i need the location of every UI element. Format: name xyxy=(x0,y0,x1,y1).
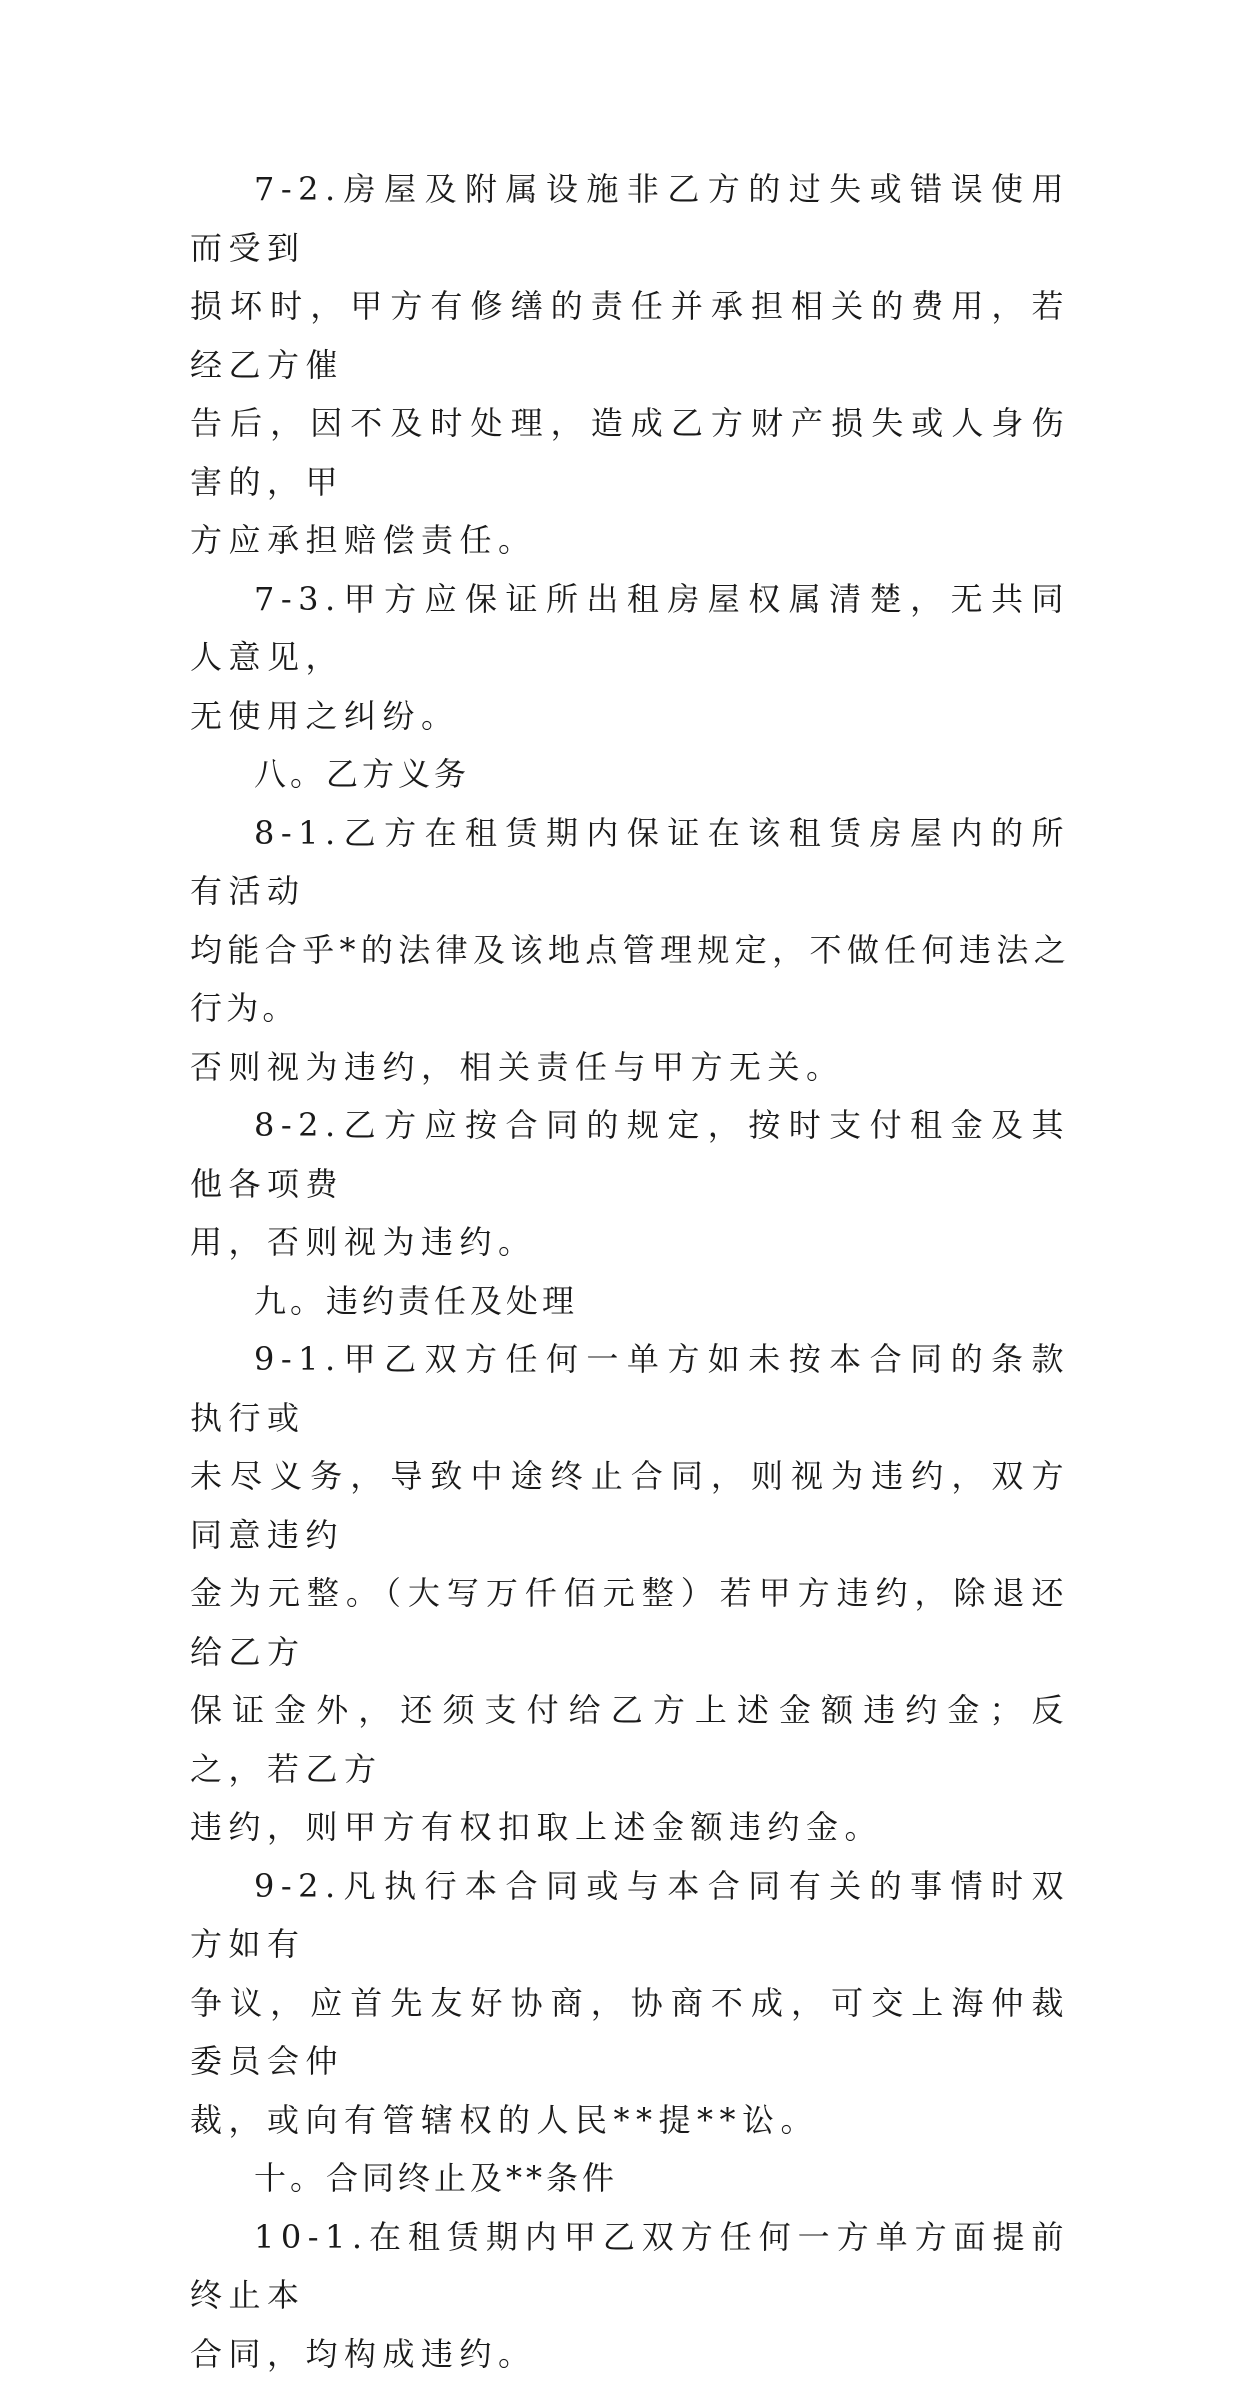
text-line: 8-1.乙方在租赁期内保证在该租赁房屋内的所有活动 xyxy=(190,804,1070,921)
text-line: 方应承担赔偿责任。 xyxy=(190,511,1070,570)
text-line: 未尽义务，导致中途终止合同，则视为违约，双方同意违约 xyxy=(190,1447,1070,1564)
clause-9-1 xyxy=(190,1330,1070,1857)
text-line: 裁，或向有管辖权的人民**提**讼。 xyxy=(190,2091,1070,2150)
section-heading-9 xyxy=(190,1272,1070,1331)
text-line: 无使用之纠纷。 xyxy=(190,687,1070,746)
text-line: 7-3.甲方应保证所出租房屋权属清楚，无共同人意见， xyxy=(190,570,1070,687)
text-line: 金为元整。（大写万仟佰元整）若甲方违约，除退还给乙方 xyxy=(190,1564,1070,1681)
text-line: 8-2.乙方应按合同的规定，按时支付租金及其他各项费 xyxy=(190,1096,1070,1213)
clause-8-1 xyxy=(190,804,1070,1097)
text-line: 损坏时，甲方有修缮的责任并承担相关的费用，若经乙方催 xyxy=(190,277,1070,394)
text-line: 否则视为违约，相关责任与甲方无关。 xyxy=(190,1038,1070,1097)
text-line: 合同，均构成违约。 xyxy=(190,2325,1070,2383)
heading-text: 八。乙方义务 xyxy=(190,745,1070,804)
clause-7-2 xyxy=(190,160,1070,570)
text-line: 保证金外，还须支付给乙方上述金额违约金；反之，若乙方 xyxy=(190,1681,1070,1798)
heading-text: 十。合同终止及**条件 xyxy=(190,2149,1070,2208)
text-line: 告后，因不及时处理，造成乙方财产损失或人身伤害的，甲 xyxy=(190,394,1070,511)
text-line: 用，否则视为违约。 xyxy=(190,1213,1070,1272)
text-line: 均能合乎*的法律及该地点管理规定，不做任何违法之行为。 xyxy=(190,921,1070,1038)
document-body xyxy=(190,160,1070,2383)
text-line: 违约，则甲方有权扣取上述金额违约金。 xyxy=(190,1798,1070,1857)
section-heading-8 xyxy=(190,745,1070,804)
clause-8-2 xyxy=(190,1096,1070,1272)
clause-9-2 xyxy=(190,1857,1070,2150)
clause-10-1 xyxy=(190,2208,1070,2383)
text-line: 7-2.房屋及附属设施非乙方的过失或错误使用而受到 xyxy=(190,160,1070,277)
text-line: 争议，应首先友好协商，协商不成，可交上海仲裁委员会仲 xyxy=(190,1974,1070,2091)
section-heading-10 xyxy=(190,2149,1070,2208)
text-line: 9-1.甲乙双方任何一单方如未按本合同的条款执行或 xyxy=(190,1330,1070,1447)
heading-text: 九。违约责任及处理 xyxy=(190,1272,1070,1331)
text-line: 10-1.在租赁期内甲乙双方任何一方单方面提前终止本 xyxy=(190,2208,1070,2325)
text-line: 9-2.凡执行本合同或与本合同有关的事情时双方如有 xyxy=(190,1857,1070,1974)
clause-7-3 xyxy=(190,570,1070,746)
